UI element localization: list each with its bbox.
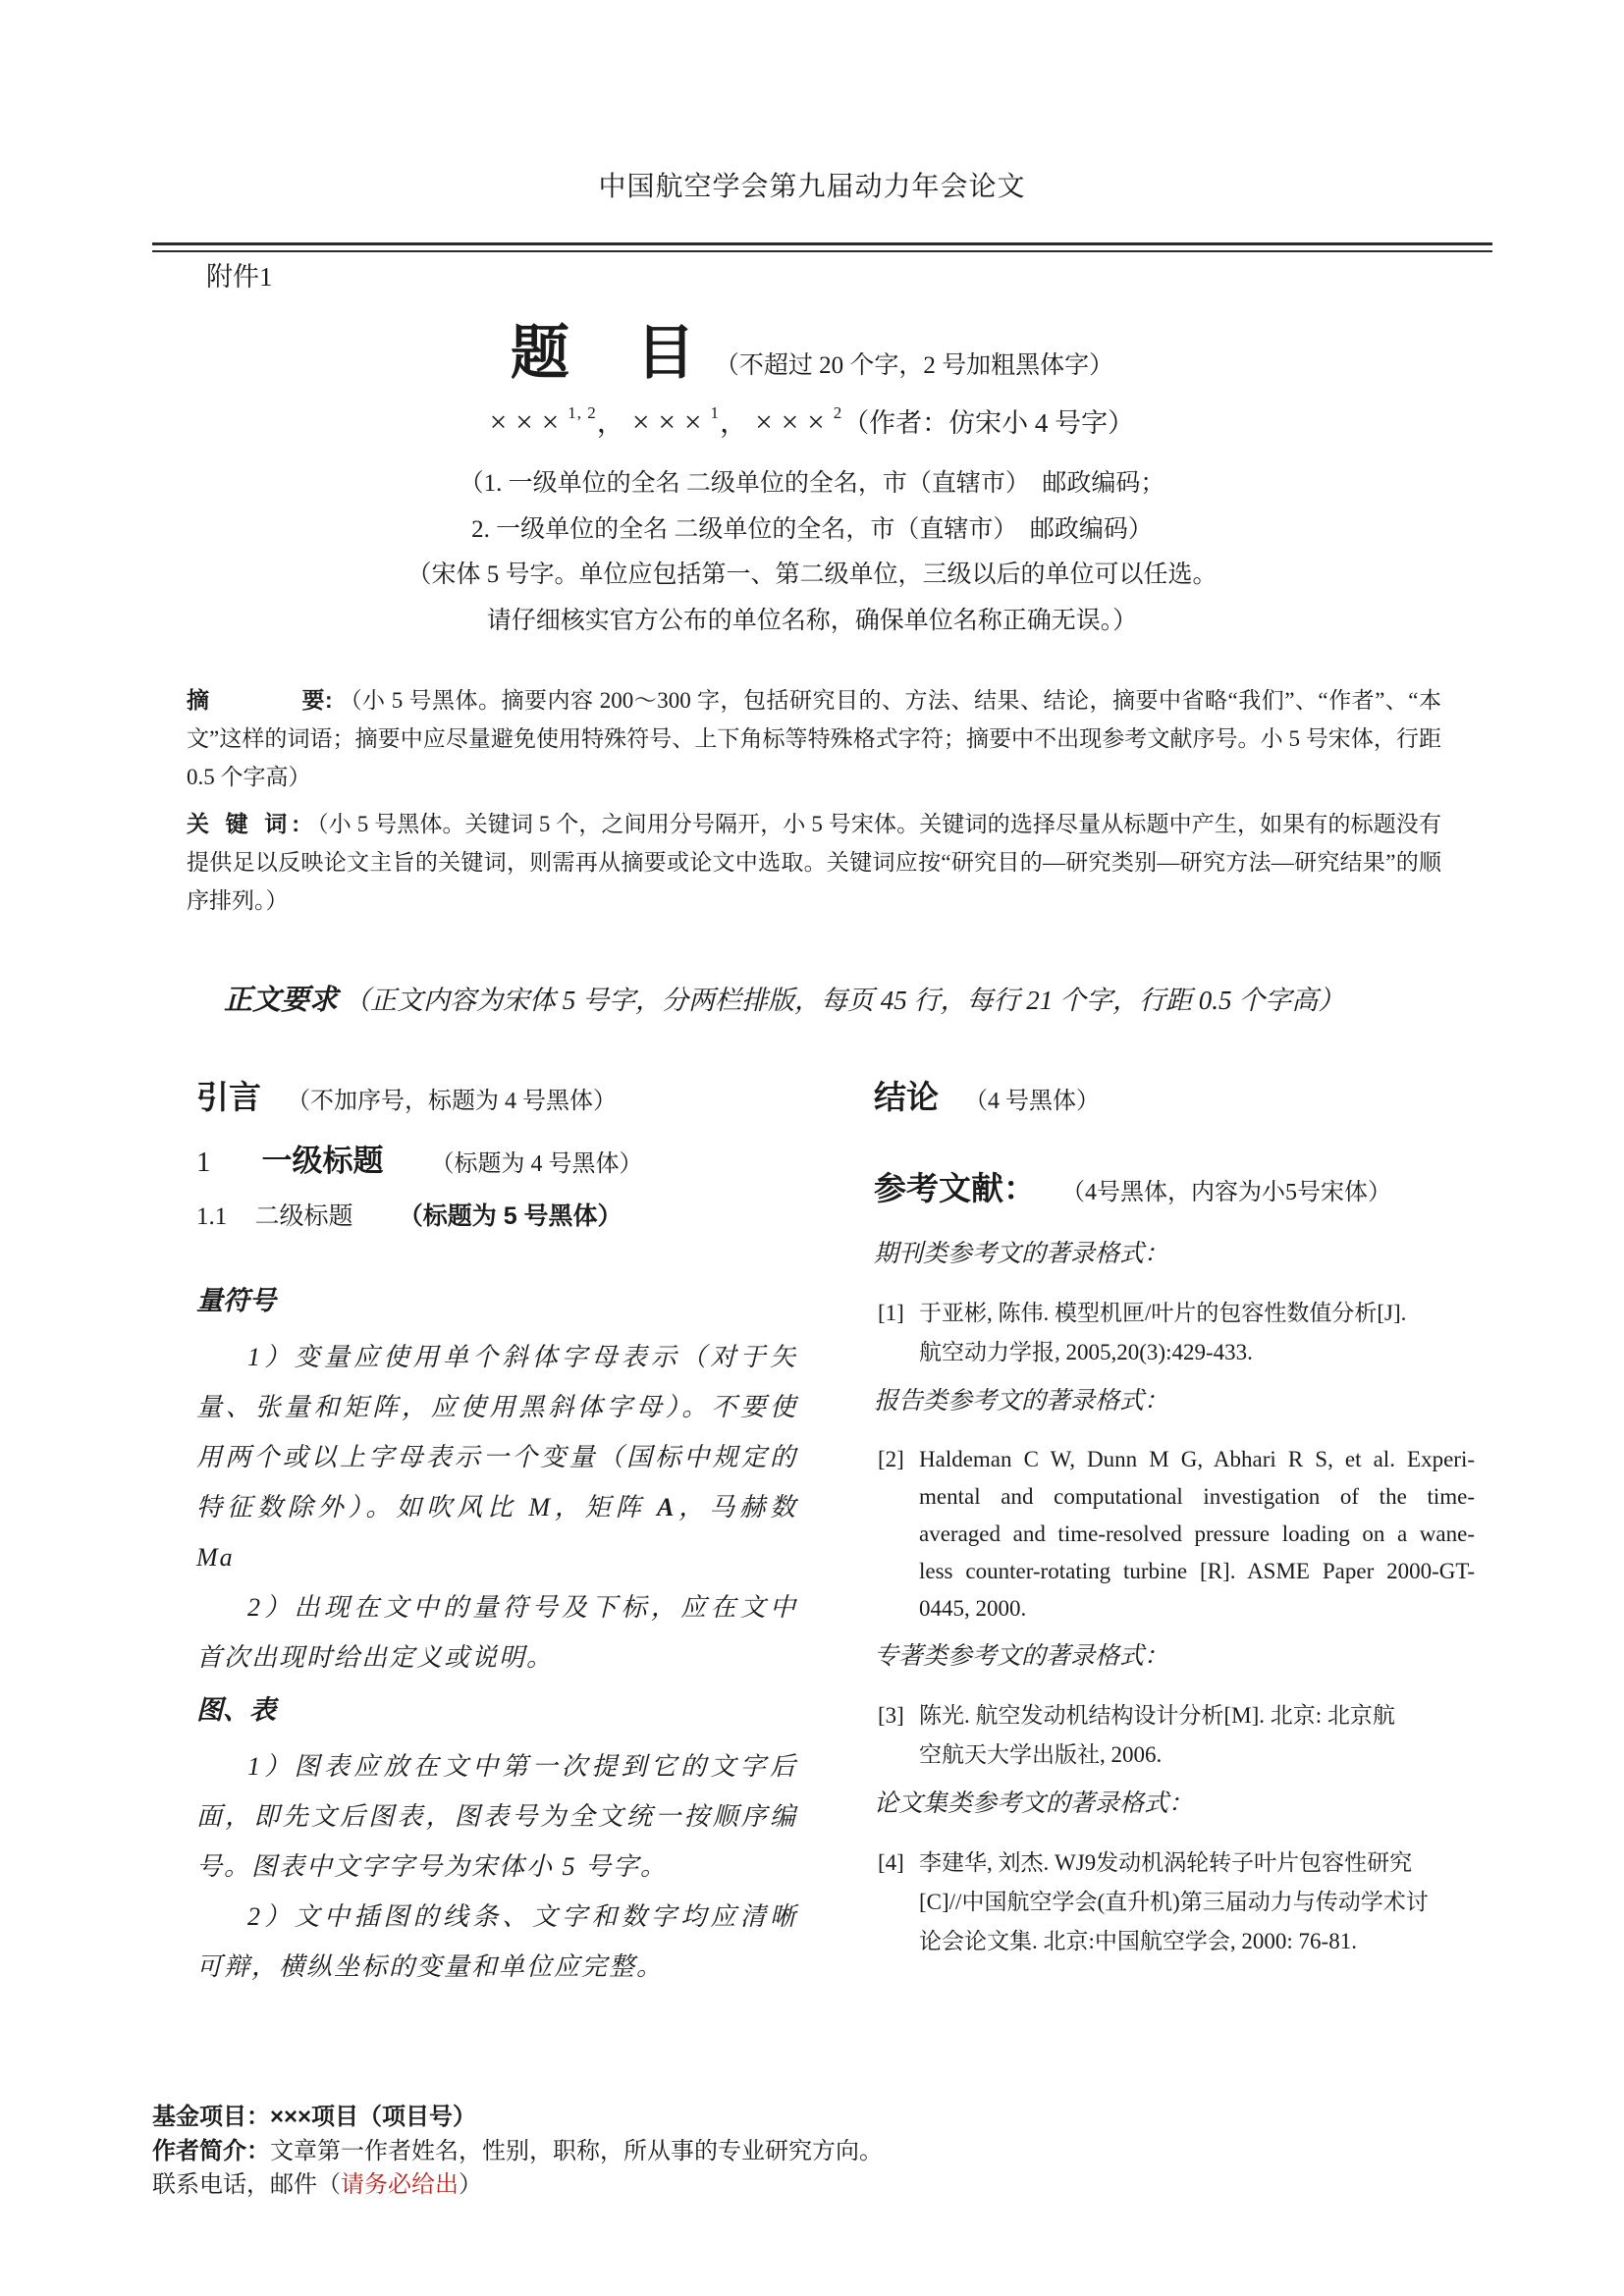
reference-line: mental and computational investigation of the time-	[919, 1484, 1475, 1509]
keywords-label: 关 键 词	[187, 811, 293, 836]
reference-line: 陈光. 航空发动机结构设计分析[M]. 北京: 北京航	[919, 1703, 1395, 1728]
body-requirement-note: （正文内容为宋体 5 号字，分两栏排版，每页 45 行，每行 21 个字，行距 0.5 个字高）	[344, 986, 1345, 1015]
author-bio-line	[152, 2135, 883, 2169]
level2-heading-number: 1.1	[196, 1203, 228, 1230]
reference-line: 0445, 2000.	[919, 1596, 1027, 1621]
reference-entry	[874, 1294, 1475, 1372]
level1-heading-row	[196, 1136, 797, 1180]
intro-heading: 引言	[196, 1079, 261, 1115]
paper-title: 题 目	[510, 320, 699, 386]
body-text-line: 首次出现时给出定义或说明。	[196, 1643, 555, 1672]
author-superscript: 2	[833, 403, 843, 422]
level2-heading-note: （标题为 5 号黑体）	[398, 1202, 623, 1230]
reference-line: 李建华, 刘杰. WJ9发动机涡轮转子叶片包容性研究	[919, 1850, 1413, 1875]
author-superscript: 1	[710, 403, 720, 422]
affiliation-line-2: 2. 一级单位的全名 二级单位的全名，市（直辖市） 邮政编码）	[471, 515, 1153, 543]
body-text-line: 号。图表中文字字号为宋体小 5 号字。	[196, 1852, 669, 1881]
contact-text: 联系电话，邮件（	[152, 2172, 341, 2198]
variable-M: M	[528, 1493, 552, 1522]
level1-heading-number: 1	[196, 1147, 211, 1178]
reference-line: Haldeman C W, Dunn M G, Abhari R S, et al. Experi-	[919, 1447, 1475, 1471]
reference-number: [3]	[878, 1703, 904, 1728]
body-text-line: 可辩，横纵坐标的变量和单位应完整。	[196, 1952, 665, 1981]
affiliations-block	[0, 461, 1624, 644]
footer-notes	[152, 2101, 883, 2203]
paper-title-note: （不超过 20 个字，2 号加粗黑体字）	[714, 352, 1114, 379]
intro-heading-row	[196, 1072, 797, 1118]
header-double-rule	[152, 242, 1492, 252]
reference-number: [4]	[878, 1850, 904, 1875]
reference-entry	[874, 1843, 1475, 1961]
attachment-label: 附件1	[206, 262, 273, 292]
body-text-line: 1）变量应使用单个斜体字母表示（对于矢	[247, 1343, 797, 1371]
reference-type-label: 论文集类参考文的著录格式：	[874, 1790, 1194, 1817]
conclusion-heading-row	[874, 1072, 1475, 1118]
abstract-label: 摘 要	[187, 687, 325, 713]
level1-heading-note: （标题为 4 号黑体）	[430, 1151, 643, 1177]
reference-entry	[874, 1696, 1475, 1775]
body-text-line	[196, 1482, 797, 1532]
body-text-line: 用两个或以上字母表示一个变量（国标中规定的	[196, 1443, 797, 1471]
affiliation-line-4: 请仔细核实官方公布的单位名称，确保单位名称正确无误。）	[486, 607, 1138, 634]
conclusion-heading-note: （4 号黑体）	[964, 1089, 1100, 1114]
reference-line: 于亚彬, 陈伟. 模型机匣/叶片的包容性数值分析[J].	[919, 1301, 1407, 1325]
author-separator: ，	[719, 407, 748, 439]
keywords-text: （小 5 号黑体。关键词 5 个，之间用分号隔开，小 5 号宋体。关键词的选择尽量从标题中产生，如果有的标题没有提供足以反映论文主旨的关键词，则需再从摘要或论文中选取。关键词应按“研究目的—研究类别—研究方法—研究结果”的顺序排列。）	[187, 812, 1442, 913]
reference-group-proceedings	[874, 1787, 1475, 1961]
authors-line	[0, 400, 1624, 441]
body-text-line: Ma	[196, 1543, 235, 1572]
reference-line: averaged and time-resolved pressure loading on a wane-	[919, 1522, 1475, 1546]
author-separator: ，	[596, 407, 625, 439]
body-requirement-label: 正文要求	[224, 985, 339, 1016]
level2-heading: 二级标题	[254, 1203, 353, 1230]
reference-entry	[874, 1441, 1475, 1628]
affiliation-line-3: （宋体 5 号字。单位应包括第一、第二级单位，三级以后的单位可以任选。	[406, 561, 1218, 588]
author-bio-label: 作者简介：	[152, 2137, 270, 2164]
reference-line: 论会论文集. 北京:中国航空学会, 2000: 76-81.	[919, 1929, 1357, 1953]
body-text-segment: 特征数除外）。如吹风比	[196, 1493, 529, 1522]
quantity-symbols-heading: 量符号	[196, 1286, 276, 1315]
left-column	[196, 1072, 797, 1992]
reference-line: less counter-rotating turbine [R]. ASME Paper 2000-GT-	[919, 1559, 1475, 1583]
page-header-title: 中国航空学会第九届动力年会论文	[598, 172, 1026, 202]
keywords-paragraph	[187, 805, 1441, 920]
abstract-colon: :	[325, 687, 340, 713]
body-text-line: 1）图表应放在文中第一次提到它的文字后	[247, 1752, 797, 1781]
right-column	[874, 1072, 1475, 1973]
affiliation-line-1: （1. 一级单位的全名 二级单位的全名，市（直辖市） 邮政编码；	[459, 470, 1165, 497]
author-superscript: 1, 2	[568, 403, 597, 422]
body-text-segment: ，马赫数	[676, 1493, 797, 1522]
references-heading-note: （4号黑体，内容为小5号宋体）	[1061, 1180, 1391, 1205]
body-requirement	[224, 978, 1344, 1018]
body-text-line: 2）出现在文中的量符号及下标，应在文中	[247, 1593, 797, 1622]
body-text-line: 量、张量和矩阵，应使用黑斜体字母）。不要使	[196, 1393, 797, 1421]
conclusion-heading: 结论	[874, 1079, 939, 1115]
variable-A: A	[657, 1493, 677, 1522]
reference-type-label: 专著类参考文的著录格式：	[874, 1643, 1169, 1670]
level2-heading-row	[196, 1197, 797, 1232]
intro-heading-note: （不加序号，标题为 4 号黑体）	[287, 1089, 617, 1114]
body-text-line: 2）文中插图的线条、文字和数字均应清晰	[247, 1902, 797, 1931]
abstract-paragraph	[187, 681, 1441, 796]
reference-line: 空航天大学出版社, 2006.	[919, 1742, 1163, 1767]
fund-project-line: 基金项目：×××项目（项目号）	[152, 2104, 477, 2130]
level1-heading: 一级标题	[261, 1144, 384, 1178]
author-name: ×××	[489, 404, 568, 439]
author-name: ×××	[755, 404, 834, 439]
reference-number: [2]	[878, 1447, 904, 1471]
reference-number: [1]	[878, 1301, 904, 1325]
body-text-line: 面，即先文后图表，图表号为全文统一按顺序编	[196, 1802, 797, 1831]
reference-type-label: 期刊类参考文的著录格式：	[874, 1241, 1169, 1267]
reference-line: 航空动力学报, 2005,20(3):429-433.	[919, 1340, 1253, 1364]
reference-group-monograph	[874, 1639, 1475, 1775]
contact-line	[152, 2168, 883, 2203]
keywords-colon: :	[292, 811, 306, 836]
author-name: ×××	[632, 404, 711, 439]
author-bio-text: 文章第一作者姓名，性别，职称，所从事的专业研究方向。	[270, 2138, 883, 2164]
body-text-segment: ，矩阵	[552, 1493, 658, 1522]
references-heading: 参考文献：	[874, 1170, 1036, 1206]
authors-note: （作者：仿宋小 4 号字）	[842, 408, 1135, 438]
reference-line: [C]//中国航空学会(直升机)第三届动力与传动学术讨	[919, 1890, 1429, 1914]
reference-group-report	[874, 1384, 1475, 1628]
paper-title-row	[0, 306, 1624, 391]
reference-type-label: 报告类参考文的著录格式：	[874, 1388, 1169, 1415]
abstract-text: （小 5 号黑体。摘要内容 200～300 字，包括研究目的、方法、结果、结论，摘要中省略“我们”、“作者”、“本文”这样的词语；摘要中应尽量避免使用特殊符号、上下角标等特殊格式字符；摘要中不出现参考文献序号。小 5 号宋体，行距 0.5 个字高）	[187, 688, 1442, 789]
contact-text: ）	[459, 2172, 482, 2198]
references-heading-row	[874, 1163, 1475, 1209]
contact-required-note: 请务必给出	[341, 2172, 459, 2198]
figures-tables-heading: 图、表	[196, 1695, 276, 1725]
reference-group-journal	[874, 1237, 1475, 1372]
